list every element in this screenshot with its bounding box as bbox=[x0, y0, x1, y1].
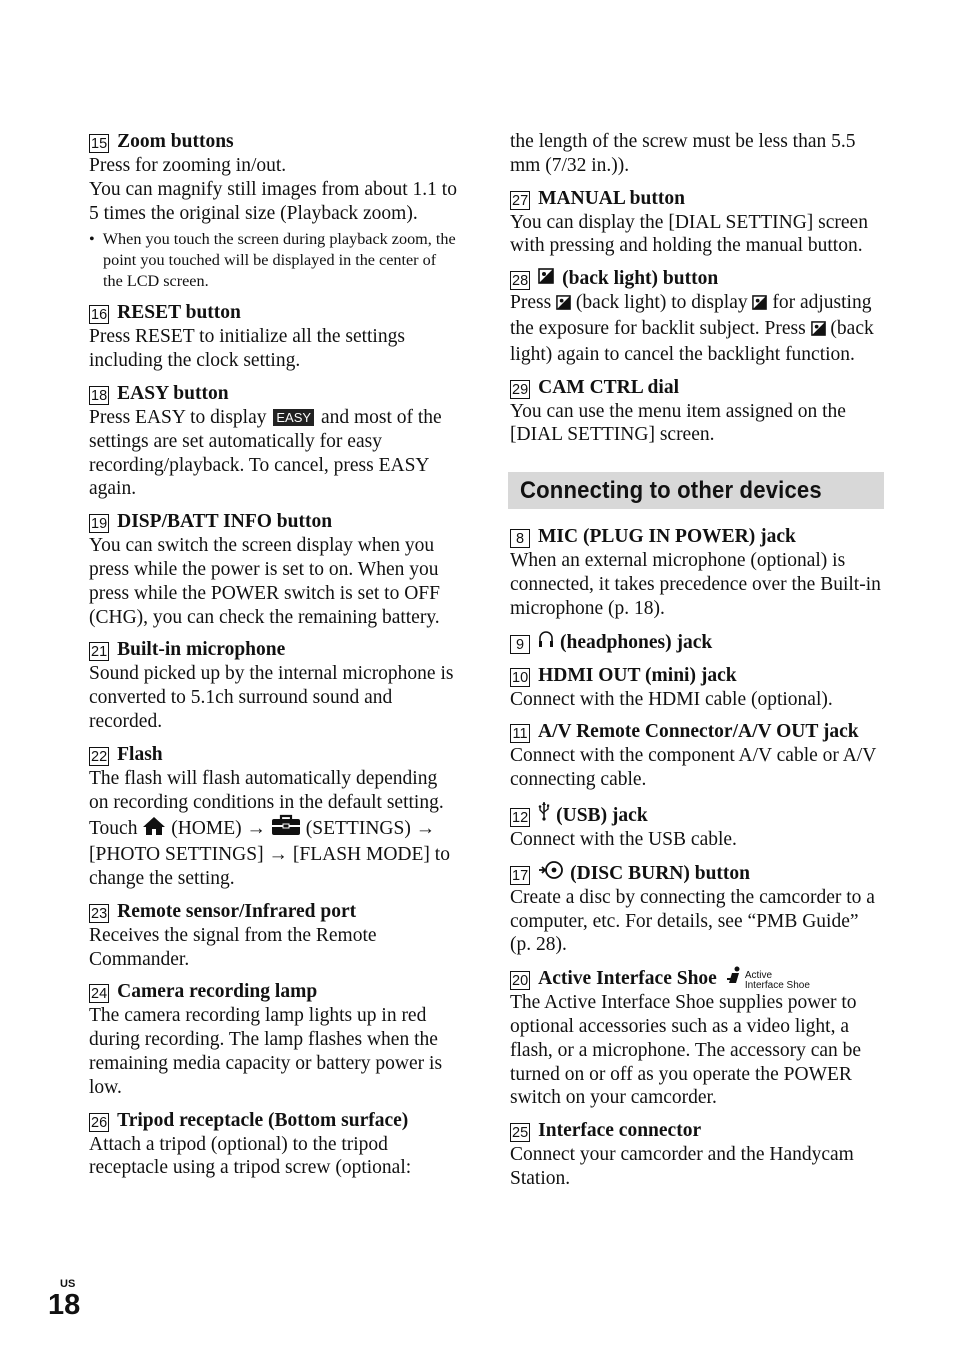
back-light-icon bbox=[538, 267, 554, 291]
active-shoe-icon bbox=[725, 966, 743, 991]
item-number: 24 bbox=[91, 986, 108, 1003]
item-number: 20 bbox=[512, 973, 529, 990]
item-body: the length of the screw must be less than 5.5 mm (7/32 in.)). bbox=[510, 131, 856, 176]
item-number: 11 bbox=[510, 724, 530, 743]
item-title: HDMI OUT (mini) jack bbox=[538, 664, 737, 686]
item-flash bbox=[89, 743, 459, 891]
shoe-logo-line2: Interface Shoe bbox=[744, 980, 810, 992]
active-shoe-logo bbox=[725, 966, 810, 991]
toolbox-icon bbox=[271, 814, 301, 843]
item-body: When an external microphone (optional) is connected, it takes precedence over the Built-in microphone (p. 18). bbox=[510, 550, 881, 619]
item-body: Press (back light) to display for adjusting the exposure for backlit subject. Press (back light) again to cancel the backlight function. bbox=[510, 292, 874, 365]
item-av-remote-connector bbox=[510, 720, 882, 792]
item-number: 19 bbox=[91, 516, 108, 533]
item-title: EASY button bbox=[117, 382, 229, 404]
item-body: You can display the [DIAL SETTING] screen with pressing and holding the manual button. bbox=[510, 211, 868, 257]
item-body: The camera recording lamp lights up in red during recording. The lamp flashes when the remaining media capacity or battery power is low. bbox=[89, 1005, 443, 1098]
section-title: Connecting to other devices bbox=[520, 476, 822, 504]
item-title: (back light) button bbox=[562, 268, 719, 290]
item-title: Zoom buttons bbox=[117, 131, 234, 152]
item-built-in-microphone bbox=[89, 638, 459, 733]
page-footer bbox=[48, 1278, 80, 1320]
item-body: Connect your camcorder and the Handycam Station. bbox=[510, 1144, 854, 1189]
item-headphones-jack bbox=[510, 630, 882, 655]
item-number: 15 bbox=[91, 136, 108, 152]
item-title: Built-in microphone bbox=[117, 639, 286, 661]
item-tripod-receptacle bbox=[89, 1109, 459, 1181]
item-body: Attach a tripod (optional) to the tripod receptacle using a tripod screw (optional: bbox=[89, 1133, 412, 1179]
shoe-logo-line1: Active bbox=[744, 970, 773, 982]
item-number: 8 bbox=[510, 529, 530, 548]
item-reset-button bbox=[89, 301, 459, 373]
left-column bbox=[89, 130, 459, 1189]
home-icon bbox=[142, 816, 166, 843]
item-camera-recording-lamp bbox=[89, 980, 459, 1099]
item-disc-burn-button bbox=[510, 861, 882, 957]
item-number: 23 bbox=[91, 905, 108, 922]
back-light-icon bbox=[556, 293, 571, 317]
item-easy-button bbox=[89, 382, 459, 501]
item-title: MIC (PLUG IN POWER) jack bbox=[538, 526, 796, 548]
note: • When you touch the screen during playback zoom, the point you touched will be displayed in the center of the LCD screen. bbox=[89, 230, 456, 291]
back-light-icon bbox=[811, 319, 826, 343]
item-body: You can switch the screen display when you press while the power is set to on. When you press while the POWER switch is set to OFF (CHG), you can check the remaining battery. bbox=[89, 535, 440, 628]
item-title: Interface connector bbox=[538, 1120, 702, 1142]
item-body: The Active Interface Shoe supplies power to optional accessories such as a video light, a flash, or a microphone. The accessory can be turned on or off as you operate the POWER switch on your camcorder. bbox=[510, 992, 862, 1109]
item-body: Connect with the USB cable. bbox=[510, 828, 737, 850]
item-active-interface-shoe bbox=[510, 966, 882, 1110]
item-body: Connect with the component A/V cable or A/V connecting cable. bbox=[510, 745, 876, 791]
item-body: Receives the signal from the Remote Commander. bbox=[89, 924, 377, 970]
usb-icon bbox=[538, 801, 550, 828]
item-zoom-buttons bbox=[89, 130, 459, 292]
item-body: Create a disc by connecting the camcorder to a computer, etc. For details, see “PMB Guide” (p. 28). bbox=[510, 886, 875, 956]
item-title: A/V Remote Connector/A/V OUT jack bbox=[538, 721, 859, 743]
item-mic-jack bbox=[510, 525, 882, 620]
right-column bbox=[510, 130, 882, 1200]
item-title: MANUAL button bbox=[538, 187, 685, 209]
item-number: 27 bbox=[512, 192, 529, 209]
item-title: (DISC BURN) button bbox=[570, 862, 751, 884]
item-body: Press RESET to initialize all the settings including the clock setting. bbox=[89, 326, 405, 372]
item-body: Press for zooming in/out. bbox=[89, 155, 287, 176]
item-interface-connector bbox=[510, 1119, 882, 1191]
item-title: RESET button bbox=[117, 302, 241, 324]
disc-burn-icon bbox=[538, 861, 564, 886]
item-body: Touch (HOME) → (SETTINGS) → [PHOTO SETTINGS] → [FLASH MODE] to change the setting. bbox=[89, 814, 459, 890]
item-body: Connect with the HDMI cable (optional). bbox=[510, 688, 833, 710]
item-body: You can magnify still images from about 1.1 to 5 times the original size (Playback zoom). bbox=[89, 178, 457, 224]
item-body: Sound picked up by the internal microphone is converted to 5.1ch surround sound and recorded. bbox=[89, 663, 454, 732]
back-light-icon bbox=[752, 293, 767, 317]
item-number: 21 bbox=[91, 644, 108, 661]
item-title: (headphones) jack bbox=[560, 631, 713, 653]
item-title: Flash bbox=[117, 743, 163, 765]
item-continuation bbox=[510, 130, 882, 178]
item-remote-sensor bbox=[89, 900, 459, 972]
item-disp-batt-info-button bbox=[89, 510, 459, 629]
item-number: 12 bbox=[512, 809, 529, 826]
item-number: 18 bbox=[91, 387, 108, 404]
item-title: Camera recording lamp bbox=[117, 981, 318, 1003]
item-number: 29 bbox=[512, 381, 529, 398]
region-label: US bbox=[60, 1278, 76, 1290]
item-number: 10 bbox=[512, 669, 529, 686]
item-title: DISP/BATT INFO button bbox=[117, 511, 333, 533]
item-body: You can use the menu item assigned on the [DIAL SETTING] screen. bbox=[510, 400, 846, 446]
item-title: CAM CTRL dial bbox=[538, 376, 679, 398]
item-manual-button bbox=[510, 187, 882, 259]
item-usb-jack bbox=[510, 801, 882, 852]
section-header bbox=[508, 472, 884, 509]
easy-badge: EASY bbox=[273, 409, 314, 426]
item-number: 26 bbox=[91, 1114, 108, 1131]
item-number: 22 bbox=[91, 748, 108, 765]
item-cam-ctrl-dial bbox=[510, 376, 882, 448]
item-title: Remote sensor/Infrared port bbox=[117, 900, 357, 922]
item-back-light-button bbox=[510, 267, 882, 366]
item-number: 17 bbox=[512, 867, 529, 884]
item-body: Press EASY to display EASY and most of the settings are set automatically for easy recording/playback. To cancel, press EASY again. bbox=[89, 406, 442, 500]
item-hdmi-out-jack bbox=[510, 664, 882, 712]
item-number: 9 bbox=[510, 635, 530, 654]
headphones-icon bbox=[538, 630, 554, 655]
item-title: (USB) jack bbox=[556, 804, 648, 826]
item-title: Active Interface Shoe bbox=[538, 968, 717, 990]
item-number: 25 bbox=[512, 1125, 529, 1142]
page-number: 18 bbox=[48, 1289, 81, 1321]
item-title: Tripod receptacle (Bottom surface) bbox=[117, 1109, 409, 1131]
item-number: 28 bbox=[512, 273, 529, 290]
item-number: 16 bbox=[91, 307, 108, 324]
item-body: The flash will flash automatically depending on recording conditions in the default setting. bbox=[89, 767, 444, 813]
